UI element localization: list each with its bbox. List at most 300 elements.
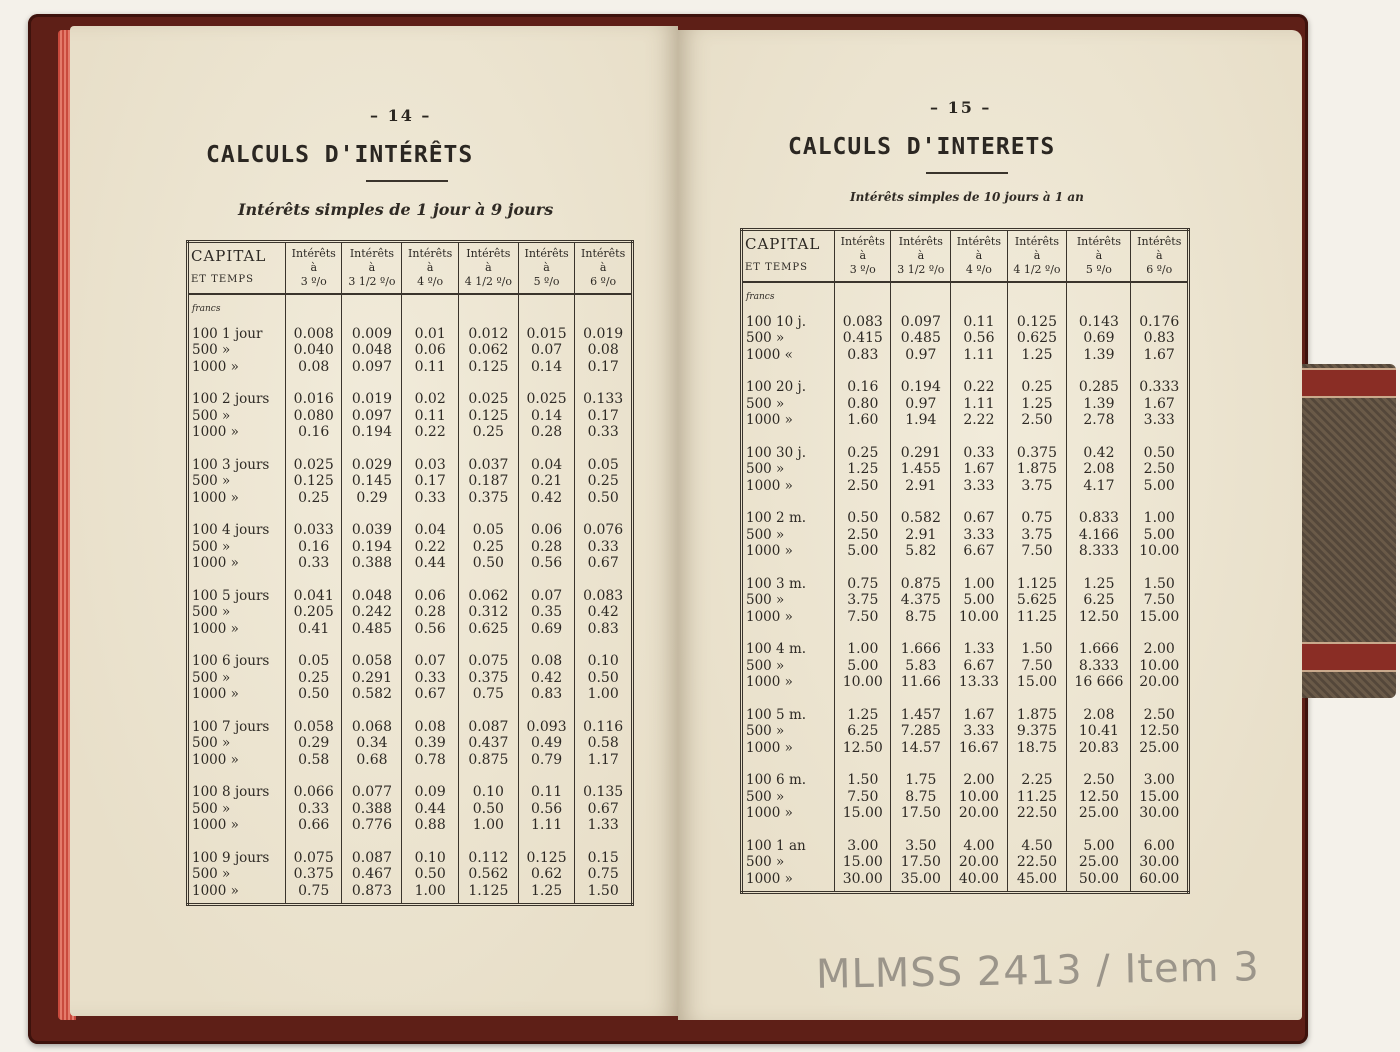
interest-value-cell: 15.00 bbox=[842, 805, 883, 821]
interest-value-cell: 0.625 bbox=[468, 620, 509, 637]
rate-header-line: 4 º/o bbox=[417, 275, 444, 288]
row-group bbox=[462, 522, 515, 572]
interest-value-cell: 1.11 bbox=[530, 817, 563, 833]
capital-time-cell: 500 » bbox=[192, 604, 231, 620]
interest-value-cell: 0.33 bbox=[414, 489, 446, 506]
interest-value-cell: 0.75 bbox=[847, 575, 879, 592]
interest-value-cell: 2.22 bbox=[963, 412, 995, 428]
interest-value-cell: 0.69 bbox=[530, 620, 563, 637]
interest-value-cell: 0.50 bbox=[587, 669, 619, 686]
capital-time-cell: 1000 » bbox=[746, 805, 793, 821]
rate-column-header bbox=[1067, 230, 1131, 283]
interest-value-cell: 1.50 bbox=[587, 882, 619, 899]
row-group bbox=[289, 653, 338, 703]
interest-value-cell: 0.145 bbox=[351, 473, 392, 489]
row-group bbox=[746, 838, 831, 888]
capital-time-cell: 1000 » bbox=[192, 817, 239, 833]
row-group bbox=[894, 641, 947, 691]
interest-value-cell: 0.28 bbox=[530, 424, 563, 440]
right-page-number: – 15 – bbox=[930, 98, 992, 117]
row-group bbox=[838, 576, 887, 626]
interest-value-cell: 0.56 bbox=[963, 330, 995, 346]
interest-value-cell: 0.58 bbox=[298, 751, 330, 768]
rate-column-header bbox=[891, 230, 951, 283]
interest-value-cell: 3.33 bbox=[963, 477, 995, 494]
row-group bbox=[1011, 445, 1064, 495]
interest-value-cell: 0.388 bbox=[351, 800, 392, 817]
interest-value-cell: 0.97 bbox=[905, 346, 937, 363]
row-group bbox=[578, 588, 628, 638]
interest-value-cell: 5.00 bbox=[847, 657, 879, 674]
interest-value-cell: 0.42 bbox=[1083, 444, 1115, 461]
interest-value-cell: 0.50 bbox=[847, 510, 879, 526]
left-page-subtitle: Intérêts simples de 1 jour à 9 jours bbox=[238, 200, 554, 219]
rate-header-line: à bbox=[485, 261, 492, 274]
interest-value-cell: 0.093 bbox=[526, 718, 567, 735]
capital-time-cell: 1000 » bbox=[746, 477, 793, 494]
row-group bbox=[1070, 314, 1127, 364]
rate-value-column bbox=[342, 294, 402, 905]
interest-value-cell: 0.02 bbox=[414, 391, 446, 407]
row-group bbox=[894, 707, 947, 757]
interest-value-cell: 1.25 bbox=[1083, 575, 1115, 592]
interest-value-cell: 0.07 bbox=[414, 653, 446, 669]
table-header-row bbox=[188, 242, 633, 295]
interest-value-cell: 3.33 bbox=[963, 526, 995, 543]
interest-value-cell: 0.125 bbox=[1016, 313, 1058, 330]
row-group bbox=[289, 522, 338, 572]
interest-value-cell: 0.125 bbox=[468, 358, 509, 375]
rate-header-line: à bbox=[917, 249, 925, 262]
interest-value-cell: 0.205 bbox=[293, 604, 334, 620]
rate-value-column bbox=[1007, 282, 1067, 893]
interest-value-cell: 5.00 bbox=[1143, 526, 1175, 543]
row-group bbox=[578, 522, 628, 572]
interest-value-cell: 0.50 bbox=[1143, 444, 1175, 461]
interest-value-cell: 0.187 bbox=[468, 473, 509, 489]
row-group bbox=[1134, 838, 1184, 888]
capital-time-cell: 1000 » bbox=[192, 424, 239, 440]
capital-header bbox=[742, 230, 835, 283]
interest-value-cell: 50.00 bbox=[1078, 870, 1119, 887]
interest-value-cell: 8.333 bbox=[1078, 657, 1119, 674]
capital-time-cell: 500 » bbox=[746, 395, 785, 412]
capital-time-cell: 500 » bbox=[192, 538, 231, 555]
row-group bbox=[522, 653, 571, 703]
interest-value-cell: 0.49 bbox=[530, 735, 563, 751]
interest-value-cell: 0.375 bbox=[293, 866, 334, 882]
capital-time-cell: 500 » bbox=[192, 342, 231, 358]
row-group bbox=[405, 850, 454, 900]
interest-value-cell: 1.67 bbox=[963, 461, 995, 477]
rate-header-line: à bbox=[975, 249, 983, 262]
rate-header-line: à bbox=[1095, 249, 1103, 262]
interest-value-cell: 0.42 bbox=[530, 669, 563, 686]
interest-value-cell: 0.07 bbox=[530, 587, 563, 604]
rate-column-header bbox=[458, 242, 518, 295]
interest-value-cell: 0.625 bbox=[1016, 330, 1058, 346]
interest-value-cell: 0.97 bbox=[905, 395, 937, 412]
interest-value-cell: 0.076 bbox=[583, 522, 624, 538]
capital-time-cell: 100 30 j. bbox=[746, 444, 807, 461]
interest-value-cell: 13.33 bbox=[958, 674, 999, 690]
row-group bbox=[1134, 772, 1184, 822]
rate-value-column bbox=[835, 282, 891, 893]
rate-value-column bbox=[402, 294, 458, 905]
interest-value-cell: 0.048 bbox=[351, 587, 392, 604]
interest-value-cell: 2.50 bbox=[1083, 772, 1115, 788]
interest-value-cell: 2.50 bbox=[1143, 706, 1175, 723]
interest-value-cell: 0.375 bbox=[468, 489, 509, 506]
interest-value-cell: 0.033 bbox=[293, 522, 334, 538]
rate-header-line: 4 º/o bbox=[965, 263, 992, 276]
interest-value-cell: 7.50 bbox=[1143, 592, 1175, 608]
row-group bbox=[838, 641, 887, 691]
capital-time-cell: 500 » bbox=[746, 526, 785, 543]
interest-value-cell: 2.50 bbox=[1143, 461, 1175, 477]
unit-label: francs bbox=[192, 304, 221, 314]
rate-header-line: Intérêts bbox=[291, 247, 336, 260]
interest-value-cell: 0.21 bbox=[530, 473, 563, 489]
interest-value-cell: 0.58 bbox=[587, 735, 619, 751]
interest-value-cell: 12.50 bbox=[1078, 608, 1119, 625]
row-group bbox=[345, 653, 398, 703]
interest-value-cell: 0.125 bbox=[468, 407, 509, 424]
interest-value-cell: 0.16 bbox=[847, 379, 879, 395]
interest-value-cell: 0.10 bbox=[472, 784, 504, 800]
rate-value-column bbox=[285, 294, 341, 905]
capital-time-cell: 1000 » bbox=[746, 674, 793, 690]
interest-value-cell: 0.125 bbox=[293, 473, 334, 489]
rate-header-line: Intérêts bbox=[524, 247, 569, 260]
interest-value-cell: 4.50 bbox=[1021, 837, 1053, 854]
interest-value-cell: 1.75 bbox=[905, 772, 937, 788]
interest-value-cell: 1.25 bbox=[1021, 346, 1053, 363]
row-group bbox=[192, 588, 282, 638]
interest-value-cell: 15.00 bbox=[1016, 674, 1058, 690]
interest-value-cell: 0.66 bbox=[298, 817, 330, 833]
row-group bbox=[1011, 641, 1064, 691]
interest-value-cell: 0.062 bbox=[468, 342, 509, 358]
row-group bbox=[405, 588, 454, 638]
interest-value-cell: 0.048 bbox=[351, 342, 392, 358]
row-group bbox=[1134, 576, 1184, 626]
interest-value-cell: 0.25 bbox=[847, 444, 879, 461]
interest-value-cell: 0.019 bbox=[583, 325, 624, 342]
interest-value-cell: 0.25 bbox=[472, 424, 504, 440]
interest-value-cell: 0.42 bbox=[587, 604, 619, 620]
interest-value-cell: 0.22 bbox=[963, 379, 995, 395]
row-group bbox=[522, 719, 571, 769]
row-group bbox=[954, 838, 1003, 888]
capital-header bbox=[188, 242, 286, 295]
interest-value-cell: 1.00 bbox=[472, 817, 504, 833]
interest-value-cell: 12.50 bbox=[1139, 723, 1180, 739]
interest-value-cell: 2.91 bbox=[905, 526, 937, 543]
row-group bbox=[289, 719, 338, 769]
interest-value-cell: 7.50 bbox=[1021, 543, 1053, 559]
capital-time-cell: 100 3 m. bbox=[746, 575, 807, 592]
rate-header-line: Intérêts bbox=[1076, 235, 1122, 248]
row-group bbox=[522, 588, 571, 638]
interest-value-cell: 0.28 bbox=[414, 604, 446, 620]
interest-value-cell: 7.50 bbox=[1021, 657, 1053, 674]
capital-time-cell: 500 » bbox=[746, 854, 785, 870]
row-group bbox=[289, 784, 338, 834]
row-group bbox=[838, 772, 887, 822]
row-group bbox=[192, 784, 282, 834]
rate-header-line: 4 1/2 º/o bbox=[464, 275, 512, 288]
left-page-title: CALCULS D'INTÉRÊTS bbox=[206, 142, 474, 168]
rate-value-column bbox=[1067, 282, 1131, 893]
rate-column-header bbox=[835, 230, 891, 283]
row-group bbox=[462, 719, 515, 769]
interest-value-cell: 0.375 bbox=[468, 669, 509, 686]
interest-value-cell: 20.00 bbox=[1139, 674, 1180, 690]
interest-value-cell: 0.062 bbox=[468, 587, 509, 604]
row-group bbox=[462, 457, 515, 507]
interest-value-cell: 0.040 bbox=[293, 342, 334, 358]
right-page-title: CALCULS D'INTERETS bbox=[788, 134, 1056, 160]
interest-value-cell: 1.125 bbox=[1016, 575, 1058, 592]
interest-value-cell: 3.75 bbox=[847, 592, 879, 608]
row-group bbox=[522, 522, 571, 572]
row-group bbox=[894, 838, 947, 888]
interest-value-cell: 35.00 bbox=[900, 870, 941, 887]
interest-value-cell: 0.485 bbox=[351, 620, 392, 637]
interest-value-cell: 4.166 bbox=[1078, 526, 1119, 543]
interest-value-cell: 1.00 bbox=[414, 882, 446, 899]
interest-value-cell: 40.00 bbox=[958, 870, 999, 887]
row-group bbox=[289, 850, 338, 900]
row-group bbox=[345, 850, 398, 900]
interest-value-cell: 60.00 bbox=[1139, 870, 1180, 887]
row-group bbox=[522, 850, 571, 900]
capital-time-cell: 500 » bbox=[192, 473, 231, 489]
capital-time-cell: 100 3 jours bbox=[192, 456, 270, 473]
interest-value-cell: 0.42 bbox=[530, 489, 563, 506]
interest-value-cell: 0.008 bbox=[293, 325, 334, 342]
rate-header-line: 5 º/o bbox=[533, 275, 560, 288]
interest-value-cell: 2.50 bbox=[847, 526, 879, 543]
interest-value-cell: 1.25 bbox=[847, 461, 879, 477]
row-group bbox=[522, 784, 571, 834]
interest-value-cell: 0.083 bbox=[842, 313, 883, 330]
interest-value-cell: 0.291 bbox=[351, 669, 392, 686]
capital-time-cell: 1000 » bbox=[192, 882, 239, 899]
row-group bbox=[462, 391, 515, 441]
interest-value-cell: 0.41 bbox=[298, 620, 330, 637]
interest-value-cell: 0.087 bbox=[468, 718, 509, 735]
interest-value-cell: 0.012 bbox=[468, 325, 509, 342]
interest-value-cell: 0.34 bbox=[356, 735, 388, 751]
right-page-subtitle: Intérêts simples de 10 jours à 1 an bbox=[850, 190, 1084, 204]
interest-value-cell: 20.00 bbox=[958, 854, 999, 870]
interest-value-cell: 0.28 bbox=[530, 538, 563, 555]
rate-value-column bbox=[575, 294, 633, 905]
interest-value-cell: 0.041 bbox=[293, 587, 334, 604]
interest-value-cell: 0.56 bbox=[530, 555, 563, 571]
interest-value-cell: 0.16 bbox=[298, 538, 330, 555]
row-group bbox=[1070, 379, 1127, 429]
interest-value-cell: 0.08 bbox=[530, 653, 563, 669]
interest-value-cell: 0.67 bbox=[963, 510, 995, 526]
interest-value-cell: 0.01 bbox=[414, 325, 446, 342]
interest-value-cell: 1.33 bbox=[587, 817, 619, 833]
interest-value-cell: 0.07 bbox=[530, 342, 563, 358]
interest-value-cell: 1.875 bbox=[1016, 461, 1058, 477]
interest-value-cell: 0.058 bbox=[351, 653, 392, 669]
interest-value-cell: 0.776 bbox=[351, 817, 392, 833]
interest-value-cell: 0.11 bbox=[530, 784, 563, 800]
interest-value-cell: 22.50 bbox=[1016, 805, 1058, 821]
row-group bbox=[345, 326, 398, 376]
interest-value-cell: 0.194 bbox=[351, 424, 392, 440]
interest-value-cell: 1.875 bbox=[1016, 706, 1058, 723]
row-group bbox=[192, 326, 282, 376]
rate-header-line: Intérêts bbox=[1137, 235, 1182, 248]
capital-time-cell: 100 2 m. bbox=[746, 510, 807, 526]
interest-value-cell: 30.00 bbox=[1139, 854, 1180, 870]
row-group bbox=[894, 379, 947, 429]
interest-value-cell: 0.06 bbox=[414, 587, 446, 604]
interest-value-cell: 0.25 bbox=[1021, 379, 1053, 395]
capital-time-cell: 100 2 jours bbox=[192, 391, 270, 407]
rate-header-line: 3 º/o bbox=[300, 275, 327, 288]
interest-value-cell: 0.05 bbox=[472, 522, 504, 538]
capital-time-cell: 500 » bbox=[192, 407, 231, 424]
interest-value-cell: 0.242 bbox=[351, 604, 392, 620]
interest-value-cell: 12.50 bbox=[1078, 788, 1119, 805]
row-group bbox=[894, 772, 947, 822]
interest-value-cell: 0.22 bbox=[414, 538, 446, 555]
interest-value-cell: 0.05 bbox=[587, 456, 619, 473]
row-group bbox=[954, 379, 1003, 429]
interest-value-cell: 1.67 bbox=[1143, 395, 1175, 412]
rate-column-header bbox=[402, 242, 458, 295]
interest-value-cell: 0.066 bbox=[293, 784, 334, 800]
row-group bbox=[192, 391, 282, 441]
interest-value-cell: 0.25 bbox=[587, 473, 619, 489]
interest-value-cell: 0.11 bbox=[414, 358, 446, 375]
row-group bbox=[405, 326, 454, 376]
row-group bbox=[954, 510, 1003, 560]
rate-header-line: à bbox=[599, 261, 607, 274]
row-group bbox=[746, 379, 831, 429]
interest-value-cell: 0.75 bbox=[1021, 510, 1053, 526]
interest-value-cell: 11.25 bbox=[1016, 608, 1058, 625]
interest-value-cell: 0.04 bbox=[414, 522, 446, 538]
interest-value-cell: 4.17 bbox=[1083, 477, 1115, 494]
interest-value-cell: 2.78 bbox=[1083, 412, 1115, 428]
rate-header-line: Intérêts bbox=[349, 247, 395, 260]
interest-value-cell: 15.00 bbox=[1139, 788, 1180, 805]
row-group bbox=[289, 588, 338, 638]
interest-value-cell: 1.94 bbox=[905, 412, 937, 428]
interest-value-cell: 0.56 bbox=[530, 800, 563, 817]
interest-value-cell: 3.50 bbox=[905, 837, 937, 854]
interest-value-cell: 0.833 bbox=[1078, 510, 1119, 526]
interest-value-cell: 15.00 bbox=[842, 854, 883, 870]
capital-time-cell: 1000 » bbox=[746, 412, 793, 428]
interest-value-cell: 30.00 bbox=[1139, 805, 1180, 821]
row-group bbox=[522, 457, 571, 507]
rate-header-line: à bbox=[310, 261, 317, 274]
interest-value-cell: 0.11 bbox=[963, 313, 995, 330]
interest-value-cell: 2.08 bbox=[1083, 461, 1115, 477]
rate-header-line: 6 º/o bbox=[590, 275, 617, 288]
interest-value-cell: 8.333 bbox=[1078, 543, 1119, 559]
interest-value-cell: 6.67 bbox=[963, 543, 995, 559]
interest-value-cell: 0.08 bbox=[414, 718, 446, 735]
interest-value-cell: 1.17 bbox=[587, 751, 619, 768]
interest-value-cell: 0.62 bbox=[530, 866, 563, 882]
interest-value-cell: 0.097 bbox=[351, 407, 392, 424]
row-group bbox=[1011, 379, 1064, 429]
capital-time-cell: 100 1 an bbox=[746, 837, 806, 854]
interest-value-cell: 1.25 bbox=[847, 706, 879, 723]
capital-time-cell: 100 6 jours bbox=[192, 653, 270, 669]
rate-value-column bbox=[891, 282, 951, 893]
interest-value-cell: 0.375 bbox=[1016, 444, 1058, 461]
interest-value-cell: 0.78 bbox=[414, 751, 446, 768]
interest-value-cell: 0.194 bbox=[351, 538, 392, 555]
interest-value-cell: 0.33 bbox=[587, 538, 619, 555]
rate-header-line: à bbox=[1033, 249, 1041, 262]
row-group bbox=[405, 457, 454, 507]
rate-header-line: 6 º/o bbox=[1146, 263, 1173, 276]
row-group bbox=[894, 576, 947, 626]
row-group bbox=[954, 772, 1003, 822]
row-group bbox=[578, 391, 628, 441]
interest-value-cell: 0.125 bbox=[526, 849, 567, 866]
capital-time-cell: 1000 » bbox=[192, 686, 239, 702]
interest-value-cell: 0.50 bbox=[298, 686, 330, 702]
row-group bbox=[345, 784, 398, 834]
interest-value-cell: 0.80 bbox=[847, 395, 879, 412]
interest-value-cell: 0.097 bbox=[900, 313, 941, 330]
interest-value-cell: 0.83 bbox=[530, 686, 563, 702]
interest-value-cell: 1.25 bbox=[530, 882, 563, 899]
interest-value-cell: 11.66 bbox=[900, 674, 941, 690]
interest-value-cell: 0.133 bbox=[583, 391, 624, 407]
capital-time-cell: 100 7 jours bbox=[192, 718, 270, 735]
capital-time-cell: 100 5 jours bbox=[192, 587, 270, 604]
interest-value-cell: 10.41 bbox=[1078, 723, 1119, 739]
rate-header-line: Intérêts bbox=[898, 235, 943, 248]
interest-value-cell: 17.50 bbox=[900, 805, 941, 821]
row-group bbox=[578, 784, 628, 834]
interest-value-cell: 18.75 bbox=[1016, 739, 1058, 756]
capital-time-cell: 100 20 j. bbox=[746, 379, 807, 395]
interest-value-cell: 0.29 bbox=[356, 489, 388, 506]
row-group bbox=[192, 653, 282, 703]
interest-value-cell: 10.00 bbox=[1139, 543, 1180, 559]
interest-value-cell: 7.50 bbox=[847, 788, 879, 805]
rate-header-line: Intérêts bbox=[1014, 235, 1060, 248]
row-group bbox=[838, 379, 887, 429]
interest-value-cell: 5.83 bbox=[905, 657, 937, 674]
interest-table-right bbox=[740, 228, 1190, 894]
interest-value-cell: 0.10 bbox=[587, 653, 619, 669]
interest-value-cell: 0.875 bbox=[468, 751, 509, 768]
row-group bbox=[192, 719, 282, 769]
rate-header-line: 3 1/2 º/o bbox=[897, 263, 945, 276]
row-group bbox=[1134, 379, 1184, 429]
row-group bbox=[1134, 314, 1184, 364]
table-body-row bbox=[742, 282, 1189, 893]
interest-value-cell: 0.04 bbox=[530, 456, 563, 473]
